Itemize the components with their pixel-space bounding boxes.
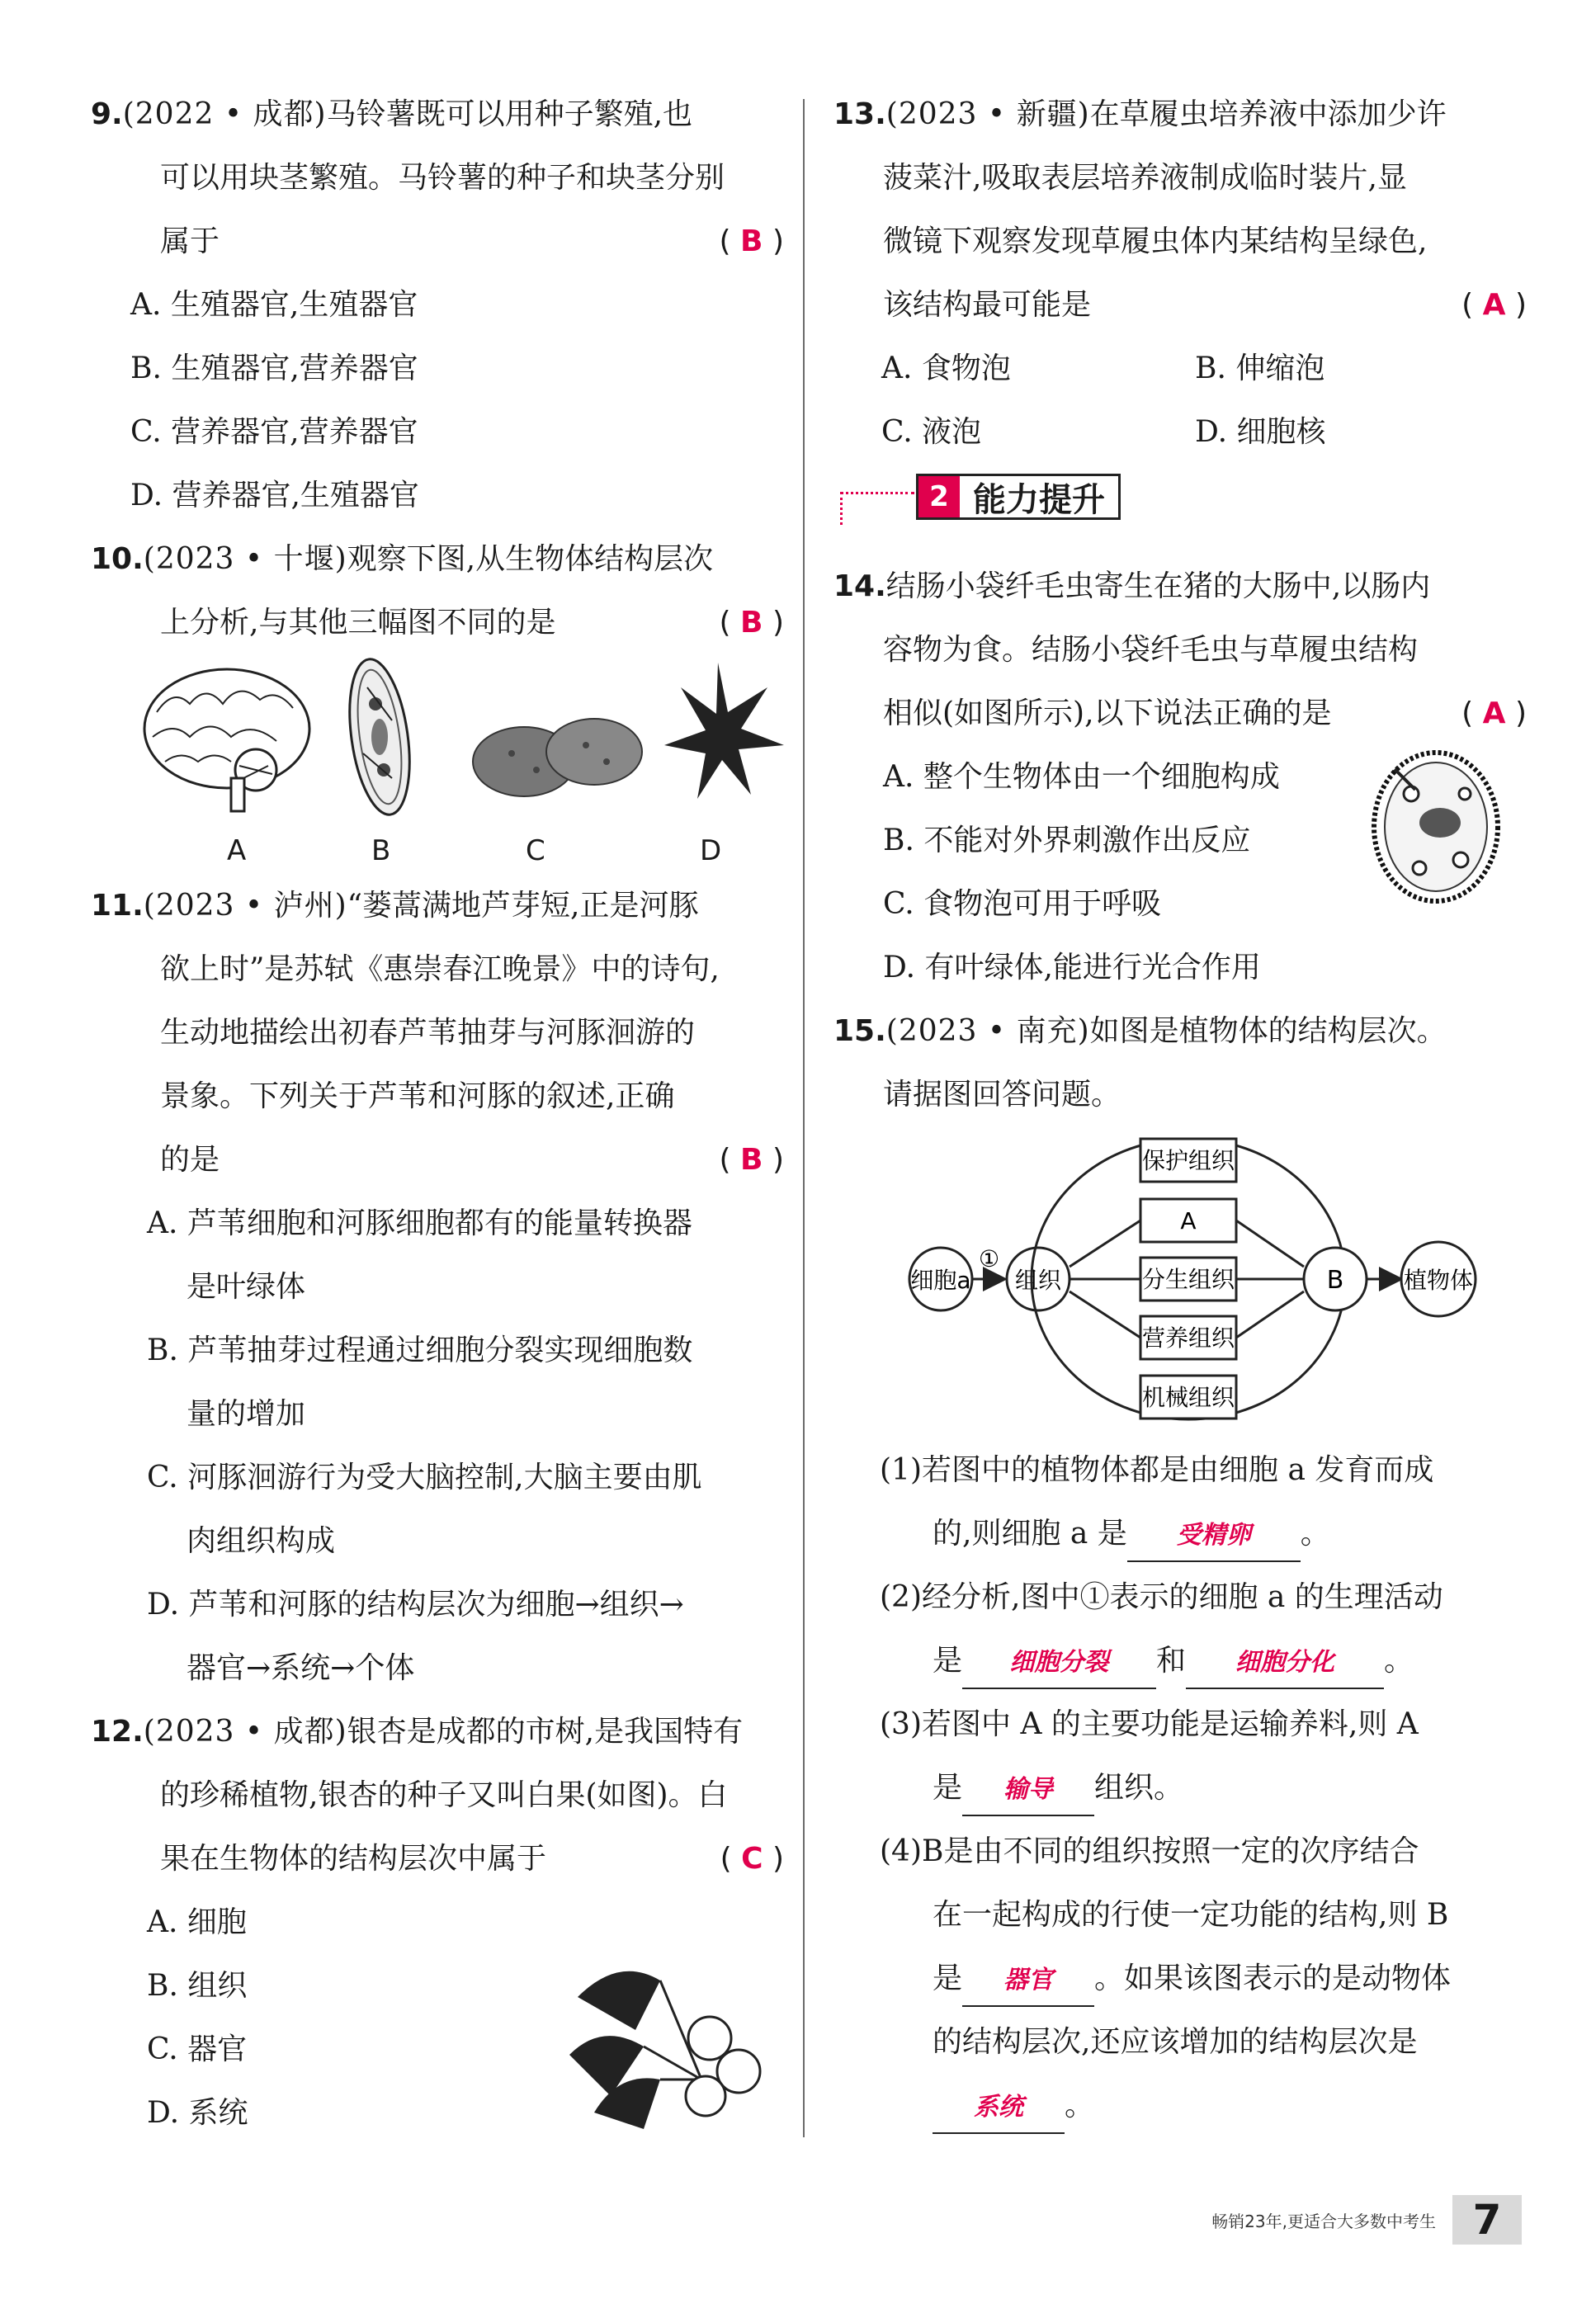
question-source: (2022 • 成都) (122, 97, 327, 131)
option-row (833, 400, 1527, 464)
sub-question-text: 。 (1384, 1644, 1414, 1678)
cell-a-label: 细胞a (910, 1267, 971, 1294)
question-text: 观察下图,从生物体结构层次 (347, 542, 714, 576)
sub-question-text: 是 (933, 1644, 963, 1678)
plant-body-label: 植物体 (1403, 1267, 1474, 1294)
brain-image (144, 669, 309, 811)
option-a (91, 1192, 784, 1319)
question-text: 请据图回答问题。 (883, 1078, 1121, 1112)
option-b: B. 不能对外界刺激作出反应 (883, 824, 1251, 857)
option-c (91, 1446, 784, 1573)
question-number: 15. (833, 1014, 886, 1048)
section-header (833, 472, 1527, 546)
sub-question-3-answer-line (833, 1756, 1527, 1820)
sub-question-text: 是 (933, 1771, 963, 1805)
question-number: 12. (91, 1715, 144, 1749)
question-text: 生动地描绘出初春芦苇抽芽与河豚洄游的 (160, 1016, 696, 1050)
option-d: D. 系统 (147, 2096, 248, 2130)
question-text-line (833, 682, 1527, 745)
sub-question-text: 的,则细胞 a 是 (933, 1517, 1127, 1551)
option-text: B. 芦苇抽芽过程通过细胞分裂实现细胞数 (147, 1334, 693, 1367)
potato-image (473, 719, 642, 796)
question-text: 属于 (160, 224, 220, 258)
sub-question-text: 。 (1065, 2089, 1095, 2122)
question-12 (91, 1700, 784, 2145)
question-13 (833, 83, 1527, 464)
question-source: (2023 • 十堰) (143, 542, 347, 576)
answer-mark: ( A ) (1461, 288, 1527, 322)
question-text-line (91, 210, 784, 273)
option-a: A. 生殖器官,生殖器官 (130, 288, 418, 322)
answer-letter: B (740, 224, 763, 258)
option-b: B. 伸缩泡 (1195, 352, 1325, 385)
question-text-line (91, 1128, 784, 1192)
answer-mark: ( B ) (719, 224, 784, 258)
organ-b-label: B (1326, 1266, 1344, 1295)
sub-question-text: 和 (1156, 1644, 1187, 1678)
question-14 (833, 555, 1527, 999)
option-a: A. 食物泡 (881, 352, 1011, 385)
section-number: 2 (918, 476, 960, 517)
question-text: 银杏是成都的市树,是我国特有 (347, 1715, 744, 1749)
answer-fill-organ: 器官 (962, 1956, 1094, 2007)
answer-mark: ( A ) (1461, 696, 1527, 730)
section-title: 能力提升 (973, 480, 1105, 519)
answer-fill-conducting: 输导 (962, 1765, 1094, 1816)
question-text: 如图是植物体的结构层次。 (1089, 1014, 1447, 1048)
figure-row (91, 654, 784, 867)
tissue-nutritive: 营养组织 (1141, 1324, 1235, 1352)
option-text: 肉组织构成 (187, 1524, 336, 1558)
option-d (91, 1573, 784, 1700)
section-title-box (916, 474, 1121, 520)
page-number: 7 (1452, 2195, 1522, 2245)
question-source: (2023 • 南充) (885, 1014, 1090, 1048)
answer-letter: A (1482, 288, 1506, 322)
tissue-meristem: 分生组织 (1141, 1266, 1235, 1293)
answer-mark: ( B ) (719, 606, 784, 640)
answer-fill-zygote: 受精卵 (1127, 1511, 1301, 1562)
question-text: 容物为食。结肠小袋纤毛虫与草履虫结构 (883, 633, 1419, 667)
question-text-line (833, 273, 1527, 337)
sub-question-4-answer-line-2 (833, 2074, 1527, 2137)
structure-diagram (833, 1126, 1527, 1432)
question-text-line (91, 1827, 784, 1891)
question-source: (2023 • 泸州) (143, 889, 347, 923)
question-text: 该结构最可能是 (883, 288, 1092, 322)
option-c: C. 食物泡可用于呼吸 (883, 887, 1162, 921)
answer-letter: B (740, 1143, 763, 1177)
option-text: C. 河豚洄游行为受大脑控制,大脑主要由肌 (147, 1461, 702, 1494)
option-a: A. 细胞 (147, 1905, 247, 1939)
option-b: B. 组织 (147, 1969, 248, 2003)
figure-label-a: A (227, 834, 247, 867)
figure-label-c: C (526, 834, 545, 867)
question-text: 马铃薯既可以用种子繁殖,也 (326, 97, 693, 131)
question-text: 的是 (160, 1143, 220, 1177)
answer-fill-cell-differentiation: 细胞分化 (1186, 1638, 1384, 1689)
figure-label-d: D (700, 834, 722, 867)
sub-question-4-text: (4)B是由不同的组织按照一定的次序结合 (880, 1834, 1419, 1868)
sub-question-2-text: (2)经分析,图中①表示的细胞 a 的生理活动 (880, 1580, 1443, 1614)
question-number: 14. (833, 569, 886, 603)
paramecium-image (341, 655, 418, 819)
ginkgo-image (561, 1947, 776, 2137)
answer-letter: A (1482, 696, 1506, 730)
question-text: 在草履虫培养液中添加少许 (1089, 97, 1447, 131)
tissue-a: A (1180, 1207, 1197, 1235)
question-text: 菠菜汁,吸取表层培养液制成临时装片,显 (883, 161, 1407, 195)
tissue-mechanical: 机械组织 (1141, 1384, 1235, 1411)
question-number: 11. (91, 889, 144, 923)
flower-image (664, 663, 784, 799)
question-source: (2023 • 成都) (143, 1715, 347, 1749)
question-text: 上分析,与其他三幅图不同的是 (160, 606, 556, 640)
tissue-label: 组织 (1014, 1267, 1062, 1294)
question-text: 的珍稀植物,银杏的种子又叫白果(如图)。白 (160, 1778, 728, 1812)
section-decoration (840, 492, 914, 525)
answer-fill-system: 系统 (933, 2083, 1065, 2134)
sub-question-3-text: (3)若图中 A 的主要功能是运输养料,则 A (880, 1707, 1419, 1741)
question-9 (91, 83, 784, 527)
question-number: 10. (91, 542, 144, 576)
left-column (91, 83, 784, 2145)
option-b (91, 1319, 784, 1446)
sub-question-1-text: (1)若图中的植物体都是由细胞 a 发育而成 (880, 1453, 1434, 1487)
sub-question-4-answer-line (833, 1947, 1527, 2010)
answer-mark: ( B ) (719, 1143, 784, 1177)
answer-fill-cell-division: 细胞分裂 (962, 1638, 1156, 1689)
step-1-label: ① (979, 1245, 1000, 1272)
question-number: 9. (91, 97, 123, 131)
option-c: C. 液泡 (881, 415, 982, 449)
question-text: 欲上时”是苏轼《惠崇春江晚景》中的诗句, (160, 952, 720, 986)
sub-question-4-text: 在一起构成的行使一定功能的结构,则 B (933, 1898, 1449, 1932)
option-row (833, 337, 1527, 400)
question-text-line (91, 591, 784, 654)
option-d: D. 细胞核 (1195, 415, 1326, 449)
question-source: (2023 • 新疆) (885, 97, 1090, 131)
tissue-protective: 保护组织 (1141, 1147, 1235, 1174)
option-b: B. 生殖器官,营养器官 (130, 352, 418, 385)
ciliate-image (1362, 744, 1510, 909)
sub-question-text: 。 (1300, 1517, 1330, 1551)
question-11 (91, 874, 784, 1700)
sub-question-1-answer-line (833, 1502, 1527, 1565)
question-text: 微镜下观察发现草履虫体内某结构呈绿色, (883, 224, 1428, 258)
question-text: 相似(如图所示),以下说法正确的是 (883, 696, 1332, 730)
sub-question-2-answer-line (833, 1629, 1527, 1692)
option-c: C. 营养器官,营养器官 (130, 415, 418, 449)
option-text: 量的增加 (187, 1397, 306, 1431)
option-text: D. 芦苇和河豚的结构层次为细胞→组织→ (147, 1588, 684, 1622)
figure-images (91, 654, 784, 861)
page-footer (1211, 2195, 1522, 2245)
right-column (833, 83, 1527, 2137)
option-text: A. 芦苇细胞和河豚细胞都有的能量转换器 (147, 1206, 692, 1240)
sub-question-4-text: 的结构层次,还应该增加的结构层次是 (933, 2025, 1418, 2059)
option-d: D. 营养器官,生殖器官 (130, 479, 419, 512)
option-d: D. 有叶绿体,能进行光合作用 (883, 951, 1261, 984)
option-a: A. 整个生物体由一个细胞构成 (883, 760, 1280, 794)
question-text: 果在生物体的结构层次中属于 (160, 1842, 547, 1876)
option-c: C. 器官 (147, 2032, 248, 2066)
question-text: 可以用块茎繁殖。马铃薯的种子和块茎分别 (160, 161, 725, 195)
question-10 (91, 527, 784, 867)
option-text: 器官→系统→个体 (187, 1651, 415, 1685)
sub-question-text: 是 (933, 1962, 963, 1995)
footer-slogan: 畅销23年,更适合大多数中考生 (1211, 2211, 1436, 2231)
column-divider (803, 99, 805, 2137)
sub-question-text: 。如果该图表示的是动物体 (1094, 1962, 1452, 1995)
answer-mark: ( C ) (720, 1842, 784, 1876)
question-number: 13. (833, 97, 886, 131)
option-text: 是叶绿体 (187, 1270, 306, 1304)
sub-question-text: 组织。 (1094, 1771, 1184, 1805)
question-text: 结肠小袋纤毛虫寄生在猪的大肠中,以肠内 (885, 569, 1431, 603)
question-text: “蒌蒿满地芦芽短,正是河豚 (347, 889, 699, 923)
question-text: 景象。下列关于芦苇和河豚的叙述,正确 (160, 1079, 675, 1113)
question-15 (833, 999, 1527, 2137)
figure-label-b: B (371, 834, 391, 867)
answer-letter: B (740, 606, 763, 640)
answer-letter: C (741, 1842, 763, 1876)
